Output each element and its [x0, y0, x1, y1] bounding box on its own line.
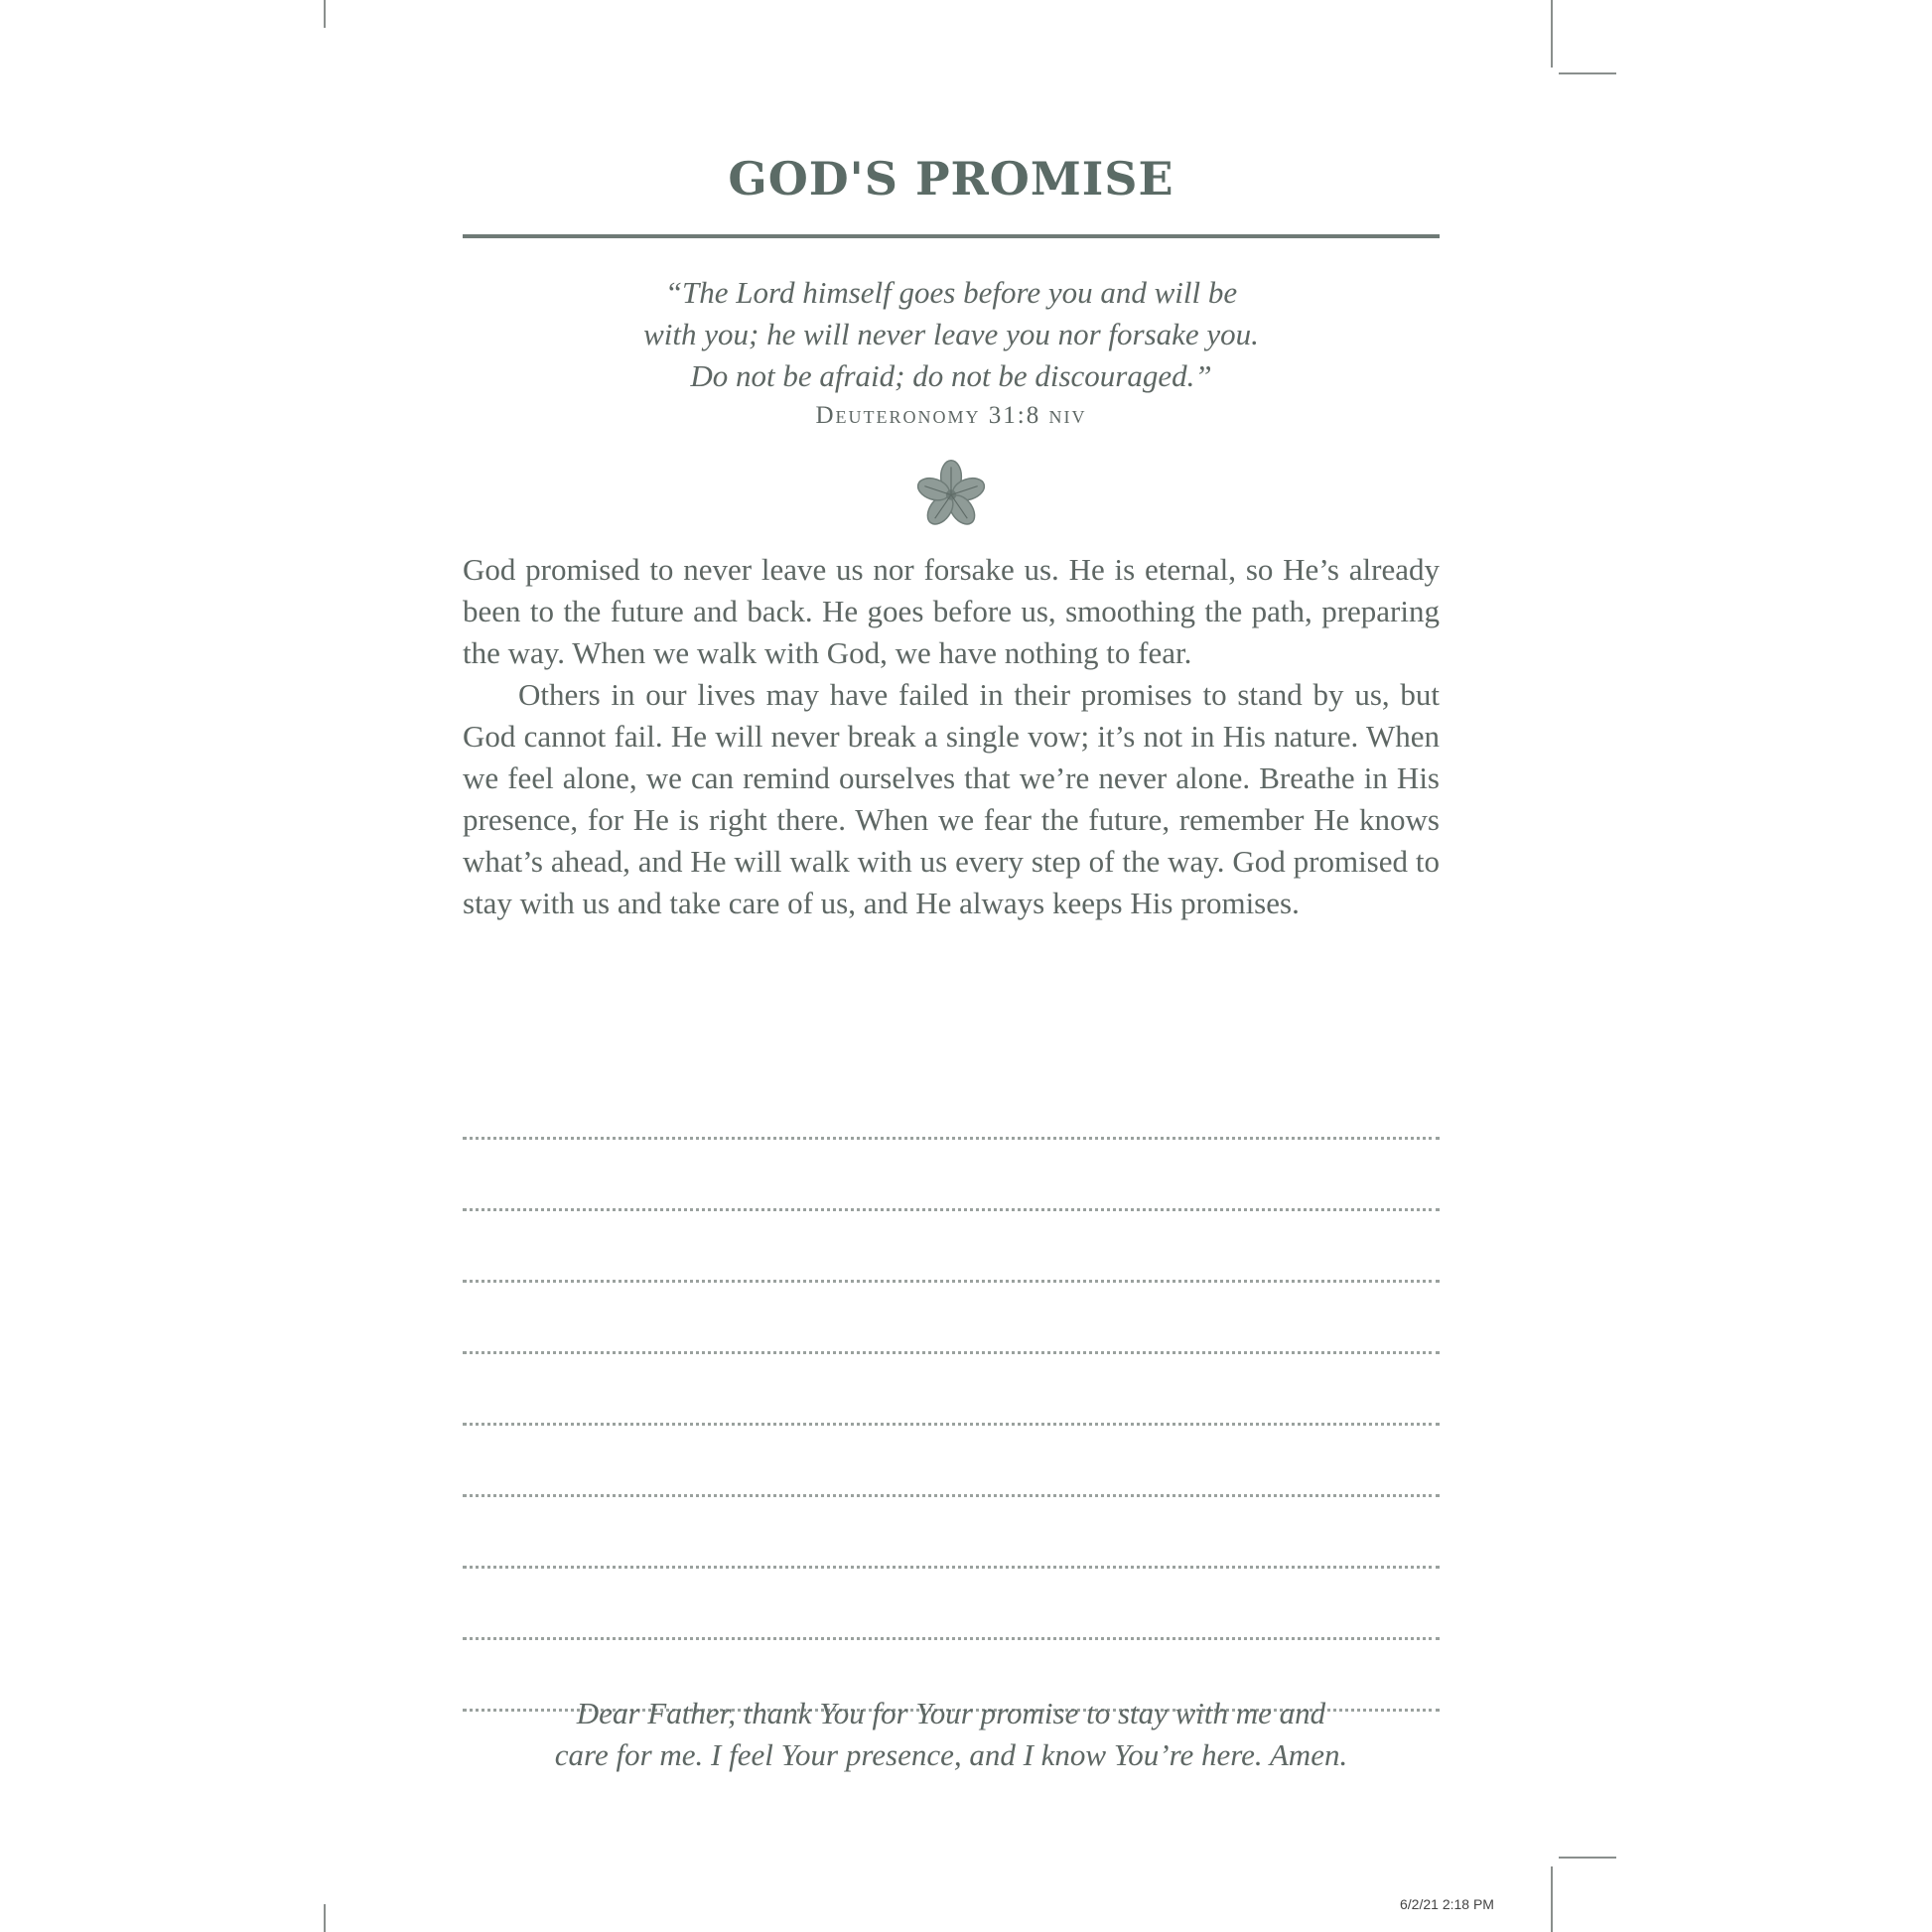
title-divider	[463, 234, 1440, 238]
crop-mark-top-right	[1551, 0, 1553, 68]
closing-prayer	[463, 1693, 1440, 1776]
scripture-reference: Deuteronomy 31:8 niv	[815, 402, 1087, 429]
body-paragraph: God promised to never leave us nor forsake us. He is eternal, so He’s already been to the future and back. He goes before us, smoothing the path, preparing the way. When we walk with God, we have nothing to fear.	[463, 552, 1440, 670]
writing-line[interactable]	[463, 1569, 1440, 1640]
verse-line: Do not be afraid; do not be discouraged.”	[690, 358, 1212, 393]
devotional-body	[463, 549, 1440, 924]
writing-line[interactable]	[463, 1426, 1440, 1497]
verse-line: “The Lord himself goes before you and will be	[664, 275, 1238, 310]
writing-line[interactable]	[463, 1068, 1440, 1140]
journal-writing-lines	[463, 1068, 1440, 1712]
flower-icon	[914, 457, 988, 530]
crop-mark-top-right-horizontal	[1559, 72, 1616, 74]
writing-line[interactable]	[463, 1283, 1440, 1354]
writing-line[interactable]	[463, 1354, 1440, 1426]
crop-mark-bottom-right-horizontal	[1559, 1857, 1616, 1859]
devotional-page	[463, 149, 1440, 1772]
prayer-line: care for me. I feel Your presence, and I know You’re here. Amen.	[554, 1737, 1348, 1772]
crop-mark-bottom-left	[324, 1904, 326, 1932]
print-timestamp: 6/2/21 2:18 PM	[1400, 1896, 1494, 1912]
page-title: GOD'S PROMISE	[728, 152, 1174, 206]
crop-mark-bottom-right	[1551, 1866, 1553, 1932]
crop-mark-top-left	[324, 0, 326, 28]
body-paragraph: Others in our lives may have failed in their promises to stand by us, but God cannot fail. He will never break a single vow; it’s not in His nature. When we feel alone, we can remind ourselves that we’re never alone. Breathe in His presence, for He is right there. When we fear the future, remember He knows what’s ahead, and He will walk with us every step of the way. God promised to stay with us and take care of us, and He always keeps His promises.	[463, 677, 1440, 920]
writing-line[interactable]	[463, 1497, 1440, 1569]
scripture-verse	[463, 272, 1440, 397]
verse-line: with you; he will never leave you nor forsake you.	[643, 317, 1259, 351]
writing-line[interactable]	[463, 1140, 1440, 1211]
prayer-line: Dear Father, thank You for Your promise to stay with me and	[576, 1696, 1326, 1730]
writing-line[interactable]	[463, 1211, 1440, 1283]
